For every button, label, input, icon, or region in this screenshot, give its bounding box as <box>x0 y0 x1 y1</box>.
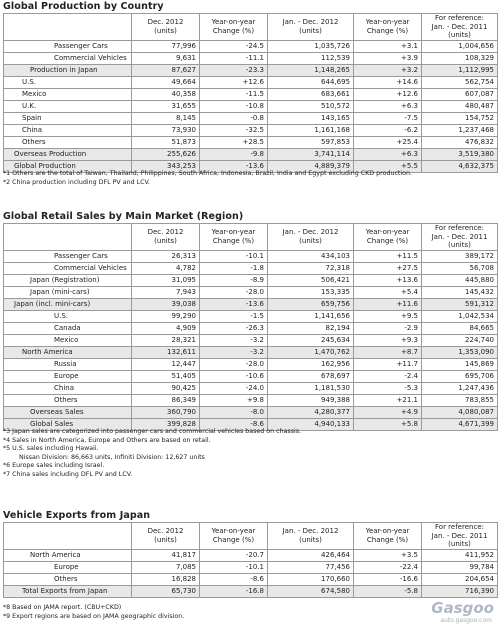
production-row-value: -0.8 <box>200 112 268 124</box>
sales-row-value: +21.1 <box>354 394 422 406</box>
production-header-cell <box>4 14 132 41</box>
sales-row-value: -8.6 <box>200 418 268 430</box>
sales-row-value: -3.2 <box>200 346 268 358</box>
sales-row-value: -5.3 <box>354 382 422 394</box>
sales-header-cell: For reference: Jan. - Dec. 2011 (units) <box>422 224 498 251</box>
production-row-label: Passenger Cars <box>4 40 132 52</box>
sales-row-value: 1,470,762 <box>268 346 354 358</box>
production-row-value: +3.9 <box>354 52 422 64</box>
production-row-value: +14.6 <box>354 76 422 88</box>
production-row-value: 77,996 <box>132 40 200 52</box>
sales-row-label: Others <box>4 394 132 406</box>
sales-row-value: 7,943 <box>132 286 200 298</box>
sales-row-value: 1,353,090 <box>422 346 498 358</box>
production-row <box>4 76 498 88</box>
sales-row-value: 445,880 <box>422 274 498 286</box>
production-row-value: 562,754 <box>422 76 498 88</box>
exports-header-cell: Jan. - Dec. 2012 (units) <box>268 523 354 550</box>
production-row-value: 343,253 <box>132 160 200 172</box>
production-row-value: 480,487 <box>422 100 498 112</box>
production-row <box>4 124 498 136</box>
sales-header-row <box>4 224 498 251</box>
sales-row-value: 4,671,399 <box>422 418 498 430</box>
sales-row-value: 1,042,534 <box>422 310 498 322</box>
sales-row-value: 84,665 <box>422 322 498 334</box>
production-row-value: +3.2 <box>354 64 422 76</box>
production-header-cell: Jan. - Dec. 2012 (units) <box>268 14 354 41</box>
sales-row <box>4 310 498 322</box>
production-row <box>4 52 498 64</box>
exports-header-cell <box>4 523 132 550</box>
exports-row-label: Europe <box>4 561 132 573</box>
sales-row-value: +13.6 <box>354 274 422 286</box>
sales-row-value: 783,855 <box>422 394 498 406</box>
sales-row-value: 360,790 <box>132 406 200 418</box>
sales-row <box>4 406 498 418</box>
exports-header-row <box>4 523 498 550</box>
sales-row-value: +9.5 <box>354 310 422 322</box>
production-row-value: 143,165 <box>268 112 354 124</box>
sales-row-value: 4,782 <box>132 262 200 274</box>
exports-row-value: -16.8 <box>200 585 268 597</box>
sales-row-value: 1,141,656 <box>268 310 354 322</box>
production-row-value: +12.6 <box>354 88 422 100</box>
exports-table <box>3 522 498 598</box>
production-row-value: 9,631 <box>132 52 200 64</box>
sales-row-value: -28.0 <box>200 286 268 298</box>
sales-row-value: -3.2 <box>200 334 268 346</box>
sales-row-value: -10.6 <box>200 370 268 382</box>
exports-row-value: 674,580 <box>268 585 354 597</box>
sales-row-value: 389,172 <box>422 250 498 262</box>
production-header-cell: For reference: Jan. - Dec. 2011 (units) <box>422 14 498 41</box>
sales-row-value: 245,634 <box>268 334 354 346</box>
production-row-value: -11.5 <box>200 88 268 100</box>
sales-row-label: Passenger Cars <box>4 250 132 262</box>
sales-row-label: Japan (mini-cars) <box>4 286 132 298</box>
production-row-value: +28.5 <box>200 136 268 148</box>
production-row-value: 1,035,726 <box>268 40 354 52</box>
production-row-value: 73,930 <box>132 124 200 136</box>
sales-row-value: 90,425 <box>132 382 200 394</box>
production-row-value: -10.8 <box>200 100 268 112</box>
production-header-cell: Year-on-year Change (%) <box>200 14 268 41</box>
sales-row-label: China <box>4 382 132 394</box>
production-row-value: -7.5 <box>354 112 422 124</box>
sales-row-value: 659,756 <box>268 298 354 310</box>
sales-row-value: -2.4 <box>354 370 422 382</box>
production-row-value: +6.3 <box>354 148 422 160</box>
sales-header-cell: Jan. - Dec. 2012 (units) <box>268 224 354 251</box>
sales-note: *5 U.S. sales including Hawaii. <box>3 445 99 453</box>
production-row-value: 49,664 <box>132 76 200 88</box>
sales-row-value: -24.0 <box>200 382 268 394</box>
sales-row-value: +9.8 <box>200 394 268 406</box>
production-row-value: 40,358 <box>132 88 200 100</box>
sales-row-label: U.S. <box>4 310 132 322</box>
sales-row-value: 224,740 <box>422 334 498 346</box>
production-row-value: 4,889,379 <box>268 160 354 172</box>
exports-note: *8 Based on JAMA report. (CBU+CKD) <box>3 604 122 611</box>
sales-row-label: Mexico <box>4 334 132 346</box>
exports-row-value: 65,730 <box>132 585 200 597</box>
exports-header-cell: Dec. 2012 (units) <box>132 523 200 550</box>
exports-row-value: -5.8 <box>354 585 422 597</box>
sales-row <box>4 358 498 370</box>
sales-row-value: 132,611 <box>132 346 200 358</box>
exports-row-value: 204,654 <box>422 573 498 585</box>
production-row-label: U.S. <box>4 76 132 88</box>
sales-row <box>4 382 498 394</box>
sales-note: *4 Sales in North America, Europe and Others are based on retail. <box>3 436 211 444</box>
exports-row-label: Others <box>4 573 132 585</box>
production-row-value: +25.4 <box>354 136 422 148</box>
production-row-value: +3.1 <box>354 40 422 52</box>
exports-body <box>4 549 498 597</box>
exports-row <box>4 561 498 573</box>
production-row-label: Mexico <box>4 88 132 100</box>
exports-header-cell: For reference: Jan. - Dec. 2011 (units) <box>422 523 498 550</box>
exports-row <box>4 585 498 597</box>
exports-row-value: 716,390 <box>422 585 498 597</box>
production-row-value: 1,004,656 <box>422 40 498 52</box>
production-row <box>4 64 498 76</box>
exports-row <box>4 573 498 585</box>
sales-row-value: 145,869 <box>422 358 498 370</box>
exports-row-value: 426,464 <box>268 549 354 561</box>
sales-row-value: 28,321 <box>132 334 200 346</box>
exports-row-value: 99,784 <box>422 561 498 573</box>
sales-row-value: -10.1 <box>200 250 268 262</box>
production-body <box>4 40 498 172</box>
sales-title: Global Retail Sales by Main Market (Region) <box>3 211 244 222</box>
sales-row-value: 678,697 <box>268 370 354 382</box>
production-row-value: -9.8 <box>200 148 268 160</box>
sales-row-value: 506,421 <box>268 274 354 286</box>
sales-header-cell: Year-on-year Change (%) <box>200 224 268 251</box>
sales-row-value: -8.9 <box>200 274 268 286</box>
sales-row-value: +11.7 <box>354 358 422 370</box>
sales-row-label: Japan (incl. mini-cars) <box>4 298 132 310</box>
production-header-cell: Dec. 2012 (units) <box>132 14 200 41</box>
production-row-label: Commercial Vehicles <box>4 52 132 64</box>
sales-row-value: 86,349 <box>132 394 200 406</box>
sales-note: Nissan Division: 86,663 units, Infiniti Division: 12,627 units <box>19 453 205 461</box>
production-header-row <box>4 14 498 41</box>
production-row <box>4 112 498 124</box>
sales-row <box>4 334 498 346</box>
production-row-value: 4,632,375 <box>422 160 498 172</box>
sales-body <box>4 250 498 430</box>
sales-row <box>4 250 498 262</box>
production-row-value: 3,519,380 <box>422 148 498 160</box>
exports-row-value: 170,660 <box>268 573 354 585</box>
sales-row-value: +27.5 <box>354 262 422 274</box>
exports-row-value: 411,952 <box>422 549 498 561</box>
sales-row-value: +5.8 <box>354 418 422 430</box>
production-row <box>4 148 498 160</box>
sales-header-cell: Year-on-year Change (%) <box>354 224 422 251</box>
production-row-value: 510,572 <box>268 100 354 112</box>
exports-row-value: -20.7 <box>200 549 268 561</box>
production-row-value: 8,145 <box>132 112 200 124</box>
sales-row-value: -1.8 <box>200 262 268 274</box>
sales-row-label: Global Sales <box>4 418 132 430</box>
sales-note: *6 Europe sales including Israel. <box>3 462 105 470</box>
sales-row-value: 72,318 <box>268 262 354 274</box>
sales-row-label: Russia <box>4 358 132 370</box>
exports-row-value: 77,456 <box>268 561 354 573</box>
production-row-value: -23.3 <box>200 64 268 76</box>
exports-row-value: 41,817 <box>132 549 200 561</box>
exports-row-value: 7,085 <box>132 561 200 573</box>
production-table <box>3 13 498 173</box>
sales-row-value: 56,708 <box>422 262 498 274</box>
sales-row-label: Japan (Registration) <box>4 274 132 286</box>
sales-row-value: +5.4 <box>354 286 422 298</box>
exports-row-value: -8.6 <box>200 573 268 585</box>
sales-row-label: Europe <box>4 370 132 382</box>
sales-row-value: -28.0 <box>200 358 268 370</box>
exports-row-value: -10.1 <box>200 561 268 573</box>
sales-row-value: 145,432 <box>422 286 498 298</box>
production-row-value: 31,655 <box>132 100 200 112</box>
exports-notes <box>3 604 184 621</box>
sales-row-label: Overseas Sales <box>4 406 132 418</box>
exports-row <box>4 549 498 561</box>
watermark-logo: Gasgoo <box>431 599 494 617</box>
sales-row-value: +9.3 <box>354 334 422 346</box>
exports-row-label: Total Exports from Japan <box>4 585 132 597</box>
sales-row <box>4 322 498 334</box>
sales-row-value: 4,909 <box>132 322 200 334</box>
production-title: Global Production by Country <box>3 1 164 12</box>
production-notes <box>3 170 412 187</box>
production-row-value: +6.3 <box>354 100 422 112</box>
sales-row-label: Commercial Vehicles <box>4 262 132 274</box>
sales-row-value: 1,247,436 <box>422 382 498 394</box>
production-header-cell: Year-on-year Change (%) <box>354 14 422 41</box>
production-row-value: 1,148,265 <box>268 64 354 76</box>
production-row-label: Overseas Production <box>4 148 132 160</box>
production-row-value: +12.6 <box>200 76 268 88</box>
exports-header-cell: Year-on-year Change (%) <box>354 523 422 550</box>
exports-row-value: -22.4 <box>354 561 422 573</box>
production-row-label: Others <box>4 136 132 148</box>
sales-note: *7 China sales including DFL PV and LCV. <box>3 470 133 478</box>
sales-row-value: 399,828 <box>132 418 200 430</box>
production-row-value: 1,161,168 <box>268 124 354 136</box>
production-row-value: 1,112,995 <box>422 64 498 76</box>
exports-header-cell: Year-on-year Change (%) <box>200 523 268 550</box>
sales-row-value: +11.6 <box>354 298 422 310</box>
production-row-value: 597,853 <box>268 136 354 148</box>
watermark-url: auto.gasgoo.com <box>440 617 492 624</box>
exports-row-value: -16.6 <box>354 573 422 585</box>
sales-row <box>4 262 498 274</box>
production-row-value: -13.6 <box>200 160 268 172</box>
production-row-value: 476,832 <box>422 136 498 148</box>
sales-row-label: Canada <box>4 322 132 334</box>
production-note: *2 China production including DFL PV and LCV. <box>3 178 150 186</box>
sales-row <box>4 394 498 406</box>
sales-row-value: 4,280,377 <box>268 406 354 418</box>
exports-row-label: North America <box>4 549 132 561</box>
sales-row-value: 12,447 <box>132 358 200 370</box>
production-row-label: Spain <box>4 112 132 124</box>
sales-note: *3 Japan sales are categorized into passenger cars and commercial vehicles based on chassis. <box>3 428 302 435</box>
production-row <box>4 88 498 100</box>
exports-note: *9 Export regions are based on JAMA geographic division. <box>3 612 185 620</box>
production-row-label: U.K. <box>4 100 132 112</box>
production-row-value: 154,752 <box>422 112 498 124</box>
sales-row-value: -1.5 <box>200 310 268 322</box>
sales-row-value: 99,290 <box>132 310 200 322</box>
sales-row-value: -2.9 <box>354 322 422 334</box>
sales-row <box>4 286 498 298</box>
sales-row-value: 162,956 <box>268 358 354 370</box>
production-row-label: China <box>4 124 132 136</box>
production-note: *1 Others are the total of Taiwan, Thailand, Philippines, South Africa, Indonesia, Brazil, India and Egypt excluding CKD production. <box>3 170 412 177</box>
production-row-label: Global Production <box>4 160 132 172</box>
sales-row-value: -13.6 <box>200 298 268 310</box>
production-row-value: 607,087 <box>422 88 498 100</box>
exports-title: Vehicle Exports from Japan <box>3 510 151 521</box>
sales-row-value: +11.5 <box>354 250 422 262</box>
production-row-value: -24.5 <box>200 40 268 52</box>
sales-row-value: 1,181,530 <box>268 382 354 394</box>
sales-row <box>4 346 498 358</box>
sales-row-value: 39,038 <box>132 298 200 310</box>
sales-row-value: 434,103 <box>268 250 354 262</box>
sales-row-value: 4,080,087 <box>422 406 498 418</box>
production-row-value: +5.5 <box>354 160 422 172</box>
production-row-value: -32.5 <box>200 124 268 136</box>
sales-row <box>4 274 498 286</box>
sales-row-value: 31,095 <box>132 274 200 286</box>
production-row-value: -6.2 <box>354 124 422 136</box>
sales-row <box>4 298 498 310</box>
sales-table <box>3 223 498 431</box>
sales-row-value: 591,312 <box>422 298 498 310</box>
sales-row-value: 949,388 <box>268 394 354 406</box>
production-row-value: -11.1 <box>200 52 268 64</box>
exports-row-value: 16,828 <box>132 573 200 585</box>
production-row-value: 644,695 <box>268 76 354 88</box>
sales-row-value: -8.0 <box>200 406 268 418</box>
sales-row-value: -26.3 <box>200 322 268 334</box>
production-row-value: 1,237,468 <box>422 124 498 136</box>
sales-row-value: +4.9 <box>354 406 422 418</box>
sales-row-value: 4,940,133 <box>268 418 354 430</box>
sales-header-cell <box>4 224 132 251</box>
sales-row <box>4 370 498 382</box>
production-row-value: 108,329 <box>422 52 498 64</box>
sales-row-value: +8.7 <box>354 346 422 358</box>
production-row-value: 87,627 <box>132 64 200 76</box>
production-row <box>4 40 498 52</box>
production-row-value: 683,661 <box>268 88 354 100</box>
production-row-value: 255,626 <box>132 148 200 160</box>
production-row-value: 51,873 <box>132 136 200 148</box>
sales-row-value: 695,706 <box>422 370 498 382</box>
sales-row-value: 26,313 <box>132 250 200 262</box>
production-row <box>4 100 498 112</box>
production-row-value: 112,539 <box>268 52 354 64</box>
production-row-label: Production in Japan <box>4 64 132 76</box>
sales-notes <box>3 428 301 480</box>
production-row <box>4 136 498 148</box>
sales-header-cell: Dec. 2012 (units) <box>132 224 200 251</box>
sales-row-label: North America <box>4 346 132 358</box>
production-row-value: 3,741,114 <box>268 148 354 160</box>
sales-row-value: 82,194 <box>268 322 354 334</box>
sales-row-value: 51,405 <box>132 370 200 382</box>
exports-row-value: +3.5 <box>354 549 422 561</box>
sales-row-value: 153,335 <box>268 286 354 298</box>
